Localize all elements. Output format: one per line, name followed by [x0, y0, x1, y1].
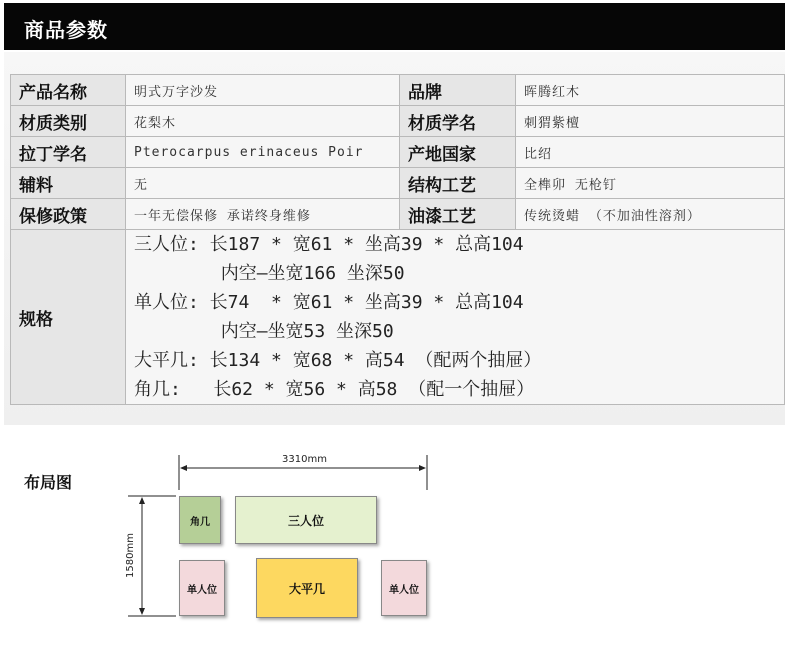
- single-seat-left-block: [179, 560, 225, 616]
- depth-label: 1580mm: [124, 533, 136, 578]
- layout-diagram: [120, 450, 450, 630]
- single-seat-left-label: 单人位: [187, 584, 217, 596]
- three-seat-label: 三人位: [287, 513, 324, 528]
- arrow-down-icon: [139, 608, 145, 615]
- table-row: [11, 168, 785, 199]
- value-accessories: 无: [126, 168, 400, 199]
- value-finish: 传统烫蜡 （不加油性溶剂）: [516, 199, 785, 230]
- arrow-up-icon: [139, 497, 145, 504]
- value-latin-name: Pterocarpus erinaceus Poir: [126, 137, 400, 168]
- value-material-name: 刺猬紫檀: [516, 106, 785, 137]
- label-product-name: 产品名称: [11, 75, 126, 106]
- table-row: [11, 75, 785, 106]
- label-finish: 油漆工艺: [400, 199, 516, 230]
- value-structure: 全榫卯 无枪钉: [516, 168, 785, 199]
- size-detail: [126, 230, 785, 405]
- label-accessories: 辅料: [11, 168, 126, 199]
- size-line: 内空—坐宽53 坐深50: [134, 321, 394, 342]
- three-seat-block: [235, 496, 377, 544]
- label-origin-country: 产地国家: [400, 137, 516, 168]
- layout-title: 布局图: [24, 473, 73, 492]
- arrow-right-icon: [419, 465, 426, 471]
- table-row: [11, 199, 785, 230]
- arrow-left-icon: [180, 465, 187, 471]
- label-structure: 结构工艺: [400, 168, 516, 199]
- size-line: 三人位: 长187 * 宽61 * 坐高39 * 总高104: [134, 234, 524, 255]
- big-table-label: 大平几: [288, 581, 325, 596]
- size-line: 内空—坐宽166 坐深50: [134, 263, 405, 284]
- table-row: [11, 137, 785, 168]
- single-seat-right-block: [381, 560, 427, 616]
- value-origin-country: 比绍: [516, 137, 785, 168]
- label-size: 规格: [11, 230, 126, 405]
- width-label: 3310mm: [282, 454, 327, 465]
- spec-panel: [4, 52, 785, 425]
- label-material-name: 材质学名: [400, 106, 516, 137]
- section-header: [4, 3, 785, 50]
- value-material-type: 花梨木: [126, 106, 400, 137]
- size-line: 大平几: 长134 * 宽68 * 高54 （配两个抽屉）: [134, 350, 542, 371]
- label-warranty: 保修政策: [11, 199, 126, 230]
- size-line: 角几: 长62 * 宽56 * 高58 （配一个抽屉）: [134, 379, 535, 400]
- corner-table-label: 角几: [190, 516, 210, 528]
- table-row: [11, 106, 785, 137]
- value-product-name: 明式万字沙发: [126, 75, 400, 106]
- corner-table-block: [179, 496, 221, 544]
- label-material-type: 材质类别: [11, 106, 126, 137]
- label-brand: 品牌: [400, 75, 516, 106]
- value-warranty: 一年无偿保修 承诺终身维修: [126, 199, 400, 230]
- section-title: 商品参数: [24, 18, 108, 42]
- value-brand: 晖腾红木: [516, 75, 785, 106]
- spec-table: [10, 74, 785, 405]
- single-seat-right-label: 单人位: [389, 584, 419, 596]
- table-row: [11, 230, 785, 405]
- size-line: 单人位: 长74 * 宽61 * 坐高39 * 总高104: [134, 292, 524, 313]
- label-latin-name: 拉丁学名: [11, 137, 126, 168]
- big-table-block: [256, 558, 358, 618]
